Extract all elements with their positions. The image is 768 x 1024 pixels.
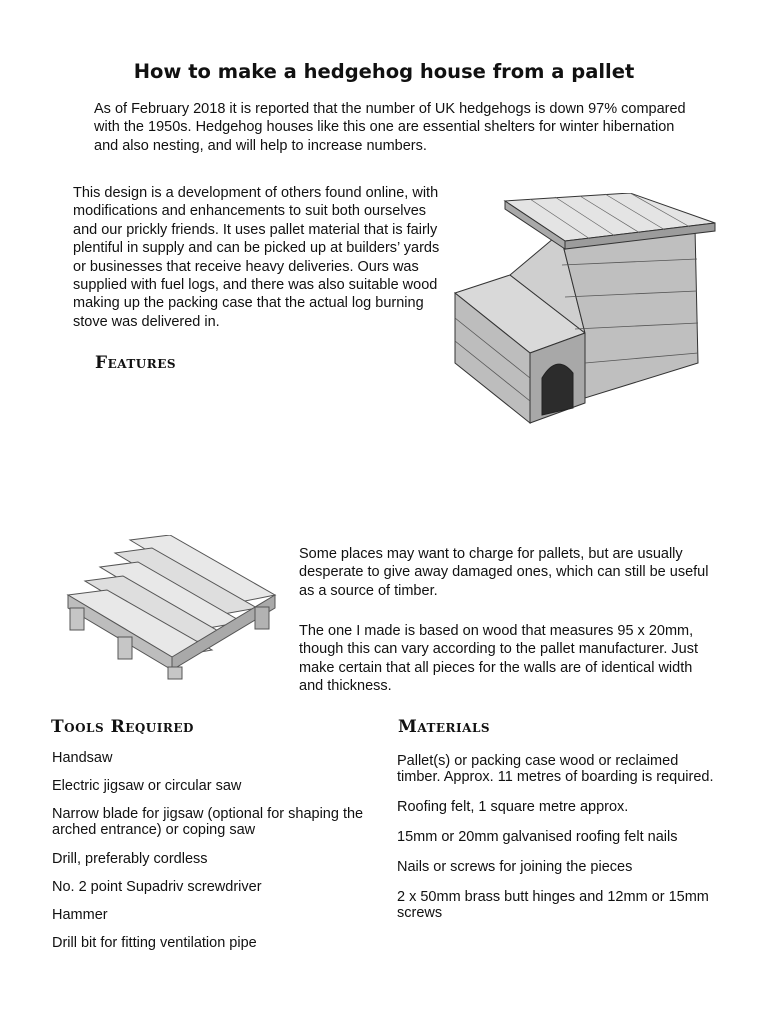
tool-item: Narrow blade for jigsaw (optional for shaping the arched entrance) or coping saw [52,806,364,839]
tool-item: Drill bit for fitting ventilation pipe [52,935,257,952]
material-item: Nails or screws for joining the pieces [397,859,633,875]
tools-heading: Tools Required [51,717,194,737]
tool-item: Hammer [52,906,108,923]
materials-heading: Materials [398,717,491,737]
page-title: How to make a hedgehog house from a pallet [133,60,635,83]
design-paragraph: This design is a development of others found online, with modifications and enhancements to suit both ourselves and our prickly friends. It uses pallet material that is fairly plentiful in supply and can be picked up at builders’ yards or businesses that receive heavy deliveries. Ours was supplied with fuel logs, and there was also suitable wood making up the packing case that the actual log burning stove was delivered in. [73,185,440,330]
tool-item: Drill, preferably cordless [52,850,208,867]
tool-item: Electric jigsaw or circular saw [52,778,242,795]
material-item: Pallet(s) or packing case wood or reclaimed timber. Approx. 11 metres of boarding is required. [397,753,714,785]
material-item: 2 x 50mm brass butt hinges and 12mm or 15mm screws [397,889,709,921]
tool-item: Handsaw [52,750,113,766]
materials-list [397,753,717,935]
pallet-paragraph-2: The one I made is based on wood that measures 95 x 20mm, though this can vary according to the pallet manufacturer. Just make certain that all pieces for the walls are of identical width and thickness. [299,623,698,695]
hedgehog-house-image [450,193,720,426]
intro-paragraph: As of February 2018 it is reported that the number of UK hedgehogs is down 97% compared with the 1950s. Hedgehog houses like this one are essential shelters for winter hibernation and also nesting, and will help to increase numbers. [94,101,686,154]
material-item: 15mm or 20mm galvanised roofing felt nails [397,829,678,845]
features-heading: Features [95,353,177,373]
pallet-image [60,535,280,680]
tool-item: No. 2 point Supadriv screwdriver [52,878,262,895]
material-item: Roofing felt, 1 square metre approx. [397,799,629,815]
tools-list [52,750,372,963]
pallet-paragraph-1: Some places may want to charge for pallets, but are usually desperate to give away damaged ones, which can still be useful as a source of timber. [299,546,709,599]
